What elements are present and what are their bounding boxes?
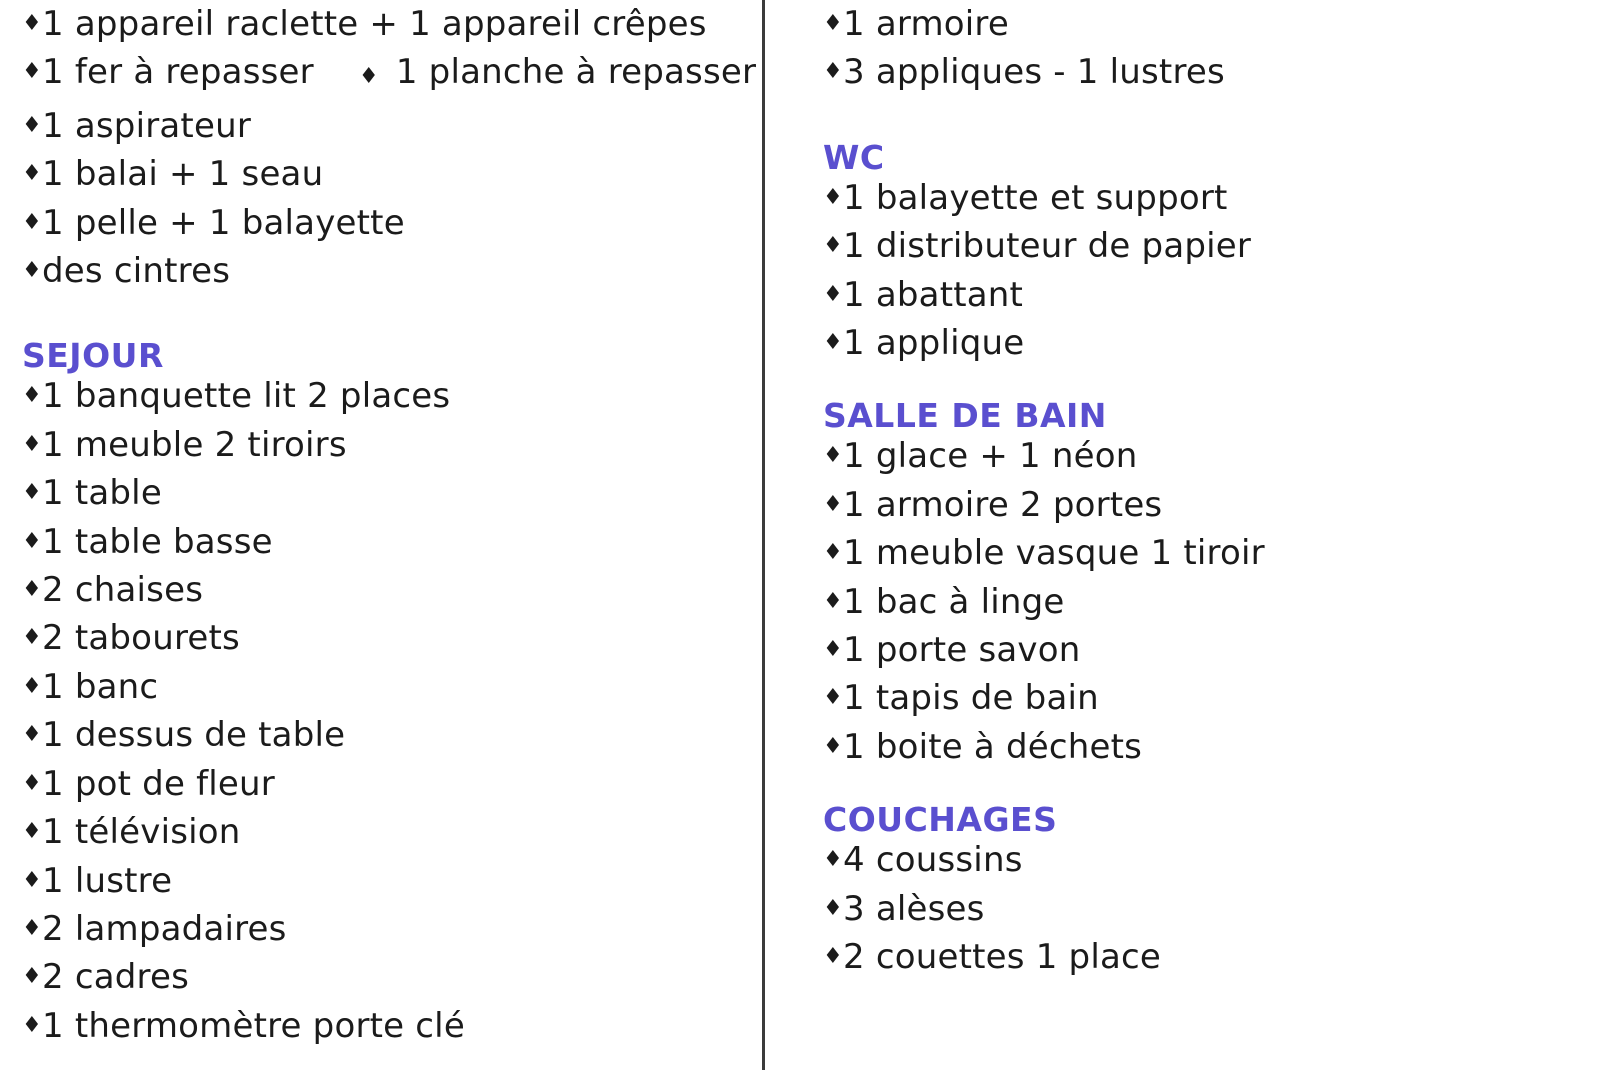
diamond-bullet-icon: ♦ bbox=[823, 330, 843, 356]
list-item-label: 1 distributeur de papier bbox=[843, 226, 1252, 267]
section-list bbox=[823, 432, 1606, 771]
list-item-label: 1 pelle + 1 balayette bbox=[42, 202, 405, 243]
list-item-label: 1 bac à linge bbox=[843, 581, 1065, 622]
list-item bbox=[823, 674, 1606, 722]
section-wc bbox=[823, 137, 1606, 368]
section-list bbox=[22, 372, 762, 1050]
list-item bbox=[823, 481, 1606, 529]
list-item-label: 1 armoire bbox=[843, 4, 1009, 44]
list-item-label: 1 tapis de bain bbox=[843, 678, 1099, 719]
diamond-bullet-icon: ♦ bbox=[823, 637, 843, 663]
diamond-bullet-icon: ♦ bbox=[22, 480, 42, 506]
section-couchages bbox=[823, 800, 1606, 981]
diamond-bullet-icon: ♦ bbox=[22, 577, 42, 603]
list-item-label: 1 lustre bbox=[42, 860, 173, 901]
diamond-bullet-icon: ♦ bbox=[823, 588, 843, 614]
left-column bbox=[0, 0, 762, 1070]
section-heading: WC bbox=[823, 137, 885, 177]
list-item-label: 1 télévision bbox=[42, 812, 241, 853]
list-item bbox=[22, 953, 762, 1001]
section-heading: SALLE DE BAIN bbox=[823, 396, 1107, 436]
diamond-bullet-icon: ♦ bbox=[22, 964, 42, 990]
section-heading: SEJOUR bbox=[22, 336, 164, 376]
list-item-label: 1 applique bbox=[843, 323, 1025, 364]
list-item-label: 1 table basse bbox=[42, 521, 273, 562]
list-item bbox=[22, 247, 762, 295]
list-item bbox=[823, 933, 1606, 981]
section-salle-de-bain bbox=[823, 396, 1606, 771]
list-item-label: 1 balai + 1 seau bbox=[42, 154, 324, 195]
list-item bbox=[22, 469, 762, 517]
diamond-bullet-icon: ♦ bbox=[823, 847, 843, 873]
list-item bbox=[823, 723, 1606, 771]
list-item bbox=[22, 102, 762, 150]
section-heading: COUCHAGES bbox=[823, 800, 1058, 840]
list-item bbox=[823, 48, 1606, 96]
list-item-label: 1 dessus de table bbox=[42, 715, 346, 756]
diamond-bullet-icon: ♦ bbox=[22, 11, 42, 36]
list-item bbox=[22, 905, 762, 953]
list-item bbox=[22, 372, 762, 420]
list-item-label: 1 appareil raclette + 1 appareil crêpes bbox=[42, 4, 707, 44]
diamond-bullet-icon: ♦ bbox=[22, 383, 42, 409]
diamond-bullet-icon: ♦ bbox=[22, 112, 42, 138]
diamond-bullet-icon: ♦ bbox=[823, 184, 843, 210]
list-item-label: 1 meuble 2 tiroirs bbox=[42, 424, 347, 465]
diamond-bullet-icon: ♦ bbox=[823, 59, 843, 85]
list-item bbox=[823, 432, 1606, 480]
list-item-label: des cintres bbox=[42, 251, 231, 292]
list-item bbox=[823, 319, 1606, 367]
list-item bbox=[823, 222, 1606, 270]
diamond-bullet-icon: ♦ bbox=[22, 528, 42, 554]
diamond-bullet-icon: ♦ bbox=[22, 59, 42, 85]
list-item-label: 2 lampadaires bbox=[42, 908, 287, 949]
diamond-bullet-icon: ♦ bbox=[823, 895, 843, 921]
list-item bbox=[823, 529, 1606, 577]
list-item-label: 1 aspirateur bbox=[42, 105, 252, 146]
list-item-label: 1 armoire 2 portes bbox=[843, 484, 1163, 525]
list-item bbox=[22, 711, 762, 759]
list-item bbox=[22, 808, 762, 856]
list-item bbox=[823, 885, 1606, 933]
right-column bbox=[765, 0, 1606, 1070]
diamond-bullet-icon: ♦ bbox=[823, 733, 843, 759]
diamond-bullet-icon: ♦ bbox=[823, 944, 843, 970]
list-item bbox=[22, 150, 762, 198]
diamond-bullet-icon: ♦ bbox=[22, 258, 42, 284]
list-item bbox=[22, 421, 762, 469]
list-item-label: 1 balayette et support bbox=[843, 177, 1228, 218]
list-item-label: 1 glace + 1 néon bbox=[843, 436, 1138, 477]
diamond-bullet-icon: ♦ bbox=[22, 770, 42, 796]
diamond-bullet-icon: ♦ bbox=[823, 11, 843, 36]
section-sejour bbox=[22, 336, 762, 1050]
list-item-label: 1 table bbox=[42, 473, 162, 514]
list-item-label: 1 boite à déchets bbox=[843, 726, 1143, 767]
diamond-bullet-icon: ♦ bbox=[22, 625, 42, 651]
list-item bbox=[823, 626, 1606, 674]
list-item bbox=[22, 48, 762, 101]
list-item-label: 1 banc bbox=[42, 666, 159, 707]
section-list bbox=[823, 836, 1606, 981]
section-list bbox=[823, 174, 1606, 368]
right-top-list bbox=[823, 0, 1606, 97]
list-item-label-extra: 1 planche à repasser bbox=[395, 52, 757, 93]
diamond-bullet-icon: ♦ bbox=[823, 281, 843, 307]
list-item-label: 2 chaises bbox=[42, 570, 204, 611]
list-item-label: 3 alèses bbox=[843, 888, 985, 929]
list-item-label: 1 abattant bbox=[843, 274, 1024, 315]
diamond-bullet-icon: ♦ bbox=[22, 161, 42, 187]
list-item-label: 2 cadres bbox=[42, 957, 190, 998]
list-item-label: 2 couettes 1 place bbox=[843, 937, 1162, 978]
diamond-bullet-icon: ♦ bbox=[22, 209, 42, 235]
diamond-bullet-icon: ♦ bbox=[22, 431, 42, 457]
list-item-label: 3 appliques - 1 lustres bbox=[843, 52, 1225, 93]
left-top-list bbox=[22, 0, 762, 295]
diamond-bullet-icon: ♦ bbox=[823, 233, 843, 259]
diamond-bullet-icon: ♦ bbox=[358, 64, 379, 90]
list-item bbox=[22, 518, 762, 566]
list-item bbox=[22, 1002, 762, 1050]
list-item bbox=[22, 857, 762, 905]
diamond-bullet-icon: ♦ bbox=[22, 867, 42, 893]
diamond-bullet-icon: ♦ bbox=[22, 722, 42, 748]
list-item-label: 1 banquette lit 2 places bbox=[42, 376, 451, 417]
list-item-label: 1 fer à repasser bbox=[42, 52, 314, 93]
list-item-label: 1 pot de fleur bbox=[42, 763, 275, 804]
list-item-label: 1 meuble vasque 1 tiroir bbox=[843, 533, 1265, 574]
diamond-bullet-icon: ♦ bbox=[22, 1012, 42, 1038]
list-item bbox=[823, 174, 1606, 222]
list-item bbox=[823, 836, 1606, 884]
list-item-label: 1 thermomètre porte clé bbox=[42, 1005, 465, 1046]
diamond-bullet-icon: ♦ bbox=[823, 443, 843, 469]
list-item bbox=[823, 0, 1606, 48]
diamond-bullet-icon: ♦ bbox=[823, 491, 843, 517]
list-item bbox=[22, 614, 762, 662]
list-item bbox=[22, 199, 762, 247]
diamond-bullet-icon: ♦ bbox=[22, 915, 42, 941]
list-item-label: 2 tabourets bbox=[42, 618, 240, 659]
diamond-bullet-icon: ♦ bbox=[22, 673, 42, 699]
list-item bbox=[22, 760, 762, 808]
list-item bbox=[823, 578, 1606, 626]
diamond-bullet-icon: ♦ bbox=[22, 819, 42, 845]
diamond-bullet-icon: ♦ bbox=[823, 685, 843, 711]
diamond-bullet-icon: ♦ bbox=[823, 540, 843, 566]
list-item bbox=[22, 0, 762, 48]
list-item bbox=[22, 663, 762, 711]
list-item bbox=[823, 271, 1606, 319]
list-item-label: 1 porte savon bbox=[843, 630, 1081, 671]
list-item-label: 4 coussins bbox=[843, 840, 1023, 881]
list-item bbox=[22, 566, 762, 614]
